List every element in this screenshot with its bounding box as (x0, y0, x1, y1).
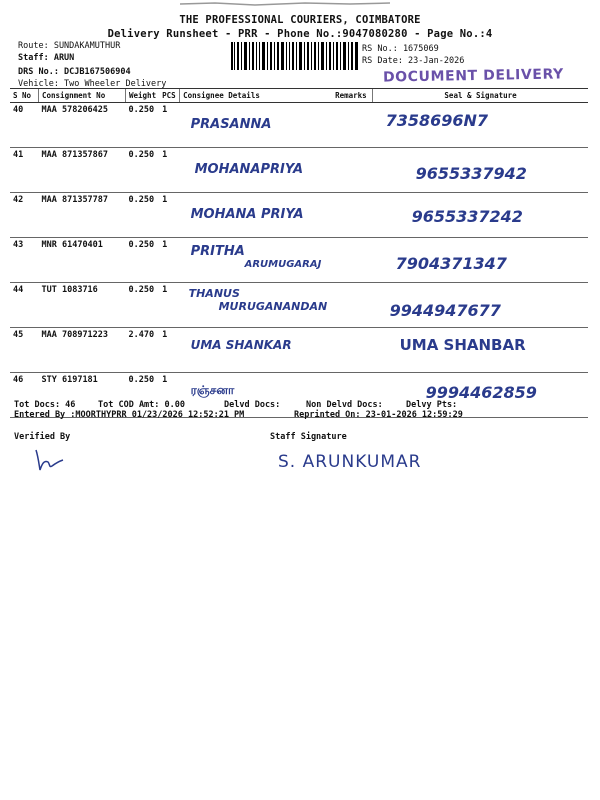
col-header-seal-signature: Seal & Signature (373, 89, 588, 103)
col-header-weight: Weight (126, 89, 160, 103)
rs-date: RS Date: 23-Jan-2026 (362, 56, 465, 66)
consignee-handwriting: ரஞ்சனா (190, 383, 235, 397)
cell-consignment: MAA 871357787 (39, 193, 126, 238)
consignee-handwriting: MOHANAPRIYA (194, 162, 304, 177)
consignee-handwriting: PRASANNA (190, 117, 272, 132)
cell-pcs: 1 (159, 238, 180, 283)
cell-consignee (180, 103, 333, 148)
top-scribble-mark (175, 0, 395, 8)
cell-consignee (180, 328, 333, 373)
cell-seal-signature (373, 148, 588, 193)
cell-consignment: TUT 1083716 (39, 283, 126, 328)
seal-handwriting: 9655337242 (411, 207, 523, 226)
cell-pcs: 1 (159, 148, 180, 193)
table-row (10, 193, 588, 238)
runsheet-subtitle: Delivery Runsheet - PRR - Phone No.:9047080280 - Page No.:4 (107, 28, 493, 40)
seal-handwriting: 7904371347 (395, 254, 507, 273)
cell-pcs: 1 (159, 103, 180, 148)
consignee-handwriting: MOHANA PRIYA (190, 207, 304, 222)
table-header-row (10, 89, 588, 103)
seal-handwriting: 9655337942 (415, 164, 527, 183)
cell-sno: 44 (10, 283, 39, 328)
cell-seal-signature (373, 238, 588, 283)
seal-handwriting: 9994462859 (425, 383, 537, 402)
cell-consignee (180, 193, 333, 238)
cell-sno: 45 (10, 328, 39, 373)
col-header-pcs: PCS (159, 89, 180, 103)
cell-consignment: MAA 871357867 (39, 148, 126, 193)
cell-weight: 0.250 (126, 238, 160, 283)
staff-signature-label: Staff Signature (270, 432, 347, 442)
cell-remarks (332, 328, 373, 373)
cell-remarks (332, 238, 373, 283)
meta-left (18, 40, 166, 90)
table-row (10, 238, 588, 283)
cell-sno: 40 (10, 103, 39, 148)
footer-non-delvd-docs: Non Delvd Docs: (306, 400, 383, 410)
consignee-handwriting: THANUS (188, 287, 240, 300)
table-body (10, 103, 588, 418)
col-header-consignment: Consignment No (39, 89, 126, 103)
footer-tot-docs: Tot Docs: 46 (14, 400, 76, 410)
table-row (10, 103, 588, 148)
consignee-handwriting-line2: ARUMUGARAJ (244, 259, 322, 270)
company-title: THE PROFESSIONAL COURIERS, COIMBATORE (179, 14, 421, 26)
table-row (10, 328, 588, 373)
drs-label: DRS No.: DCJB167506904 (18, 67, 131, 77)
consignee-handwriting-line2: MURUGANANDAN (218, 300, 328, 313)
cell-consignee (180, 238, 333, 283)
col-header-consignee: Consignee Details (180, 89, 333, 103)
cell-remarks (332, 148, 373, 193)
cell-sno: 43 (10, 238, 39, 283)
consignee-handwriting: PRITHA (190, 244, 245, 259)
staff-label: Staff: ARUN (18, 53, 75, 63)
cell-pcs: 1 (159, 328, 180, 373)
cell-weight: 0.250 (126, 193, 160, 238)
cell-weight: 0.250 (126, 148, 160, 193)
table-row (10, 148, 588, 193)
route-label: Route: SUNDAKAMUTHUR (18, 41, 121, 51)
cell-seal-signature (373, 193, 588, 238)
cell-pcs: 1 (159, 193, 180, 238)
cell-seal-signature (373, 103, 588, 148)
verified-signature (30, 446, 66, 474)
cell-sno: 41 (10, 148, 39, 193)
cell-seal-signature (373, 283, 588, 328)
consignee-handwriting: UMA SHANKAR (190, 338, 292, 352)
cell-consignment: STY 6197181 (39, 373, 126, 418)
cell-weight: 0.250 (126, 373, 160, 418)
cell-pcs: 1 (159, 283, 180, 328)
verified-by-label: Verified By (14, 432, 71, 442)
footer-delvy-pts: Delvy Pts: (406, 400, 458, 410)
meta-right (362, 43, 464, 67)
seal-handwriting: 7358696N7 (385, 111, 489, 130)
cell-seal-signature (373, 328, 588, 373)
runsheet-table (10, 88, 588, 418)
cell-weight: 0.250 (126, 283, 160, 328)
cell-pcs: 1 (159, 373, 180, 418)
vehicle-label: Vehicle: Two Wheeler Delivery (18, 79, 167, 89)
cell-remarks (332, 283, 373, 328)
rs-number: RS No.: 1675069 (362, 44, 439, 54)
cell-consignee (180, 148, 333, 193)
seal-handwriting: UMA SHANBAR (399, 336, 526, 354)
footer-entered-by: Entered By :MOORTHYPRR 01/23/2026 12:52:21 PM (14, 410, 245, 420)
col-header-sno: S No (10, 89, 39, 103)
footer-reprinted-on: Reprinted On: 23-01-2026 12:59:29 (294, 410, 463, 420)
table-row (10, 283, 588, 328)
staff-signature-handwriting: S. ARUNKUMAR (278, 452, 422, 472)
cell-sno: 42 (10, 193, 39, 238)
barcode (231, 42, 358, 70)
cell-remarks (332, 103, 373, 148)
col-header-remarks: Remarks (332, 89, 373, 103)
cell-weight: 0.250 (126, 103, 160, 148)
cell-remarks (332, 193, 373, 238)
cell-consignment: MAA 578206425 (39, 103, 126, 148)
cell-consignee (180, 283, 333, 328)
cell-weight: 2.470 (126, 328, 160, 373)
cell-consignment: MNR 61470401 (39, 238, 126, 283)
document-delivery-stamp: DOCUMENT DELIVERY (382, 66, 565, 86)
footer-tot-cod: Tot COD Amt: 0.00 (98, 400, 185, 410)
footer-delvd-docs: Delvd Docs: (224, 400, 281, 410)
seal-handwriting: 9944947677 (389, 301, 501, 320)
cell-consignment: MAA 708971223 (39, 328, 126, 373)
cell-sno: 46 (10, 373, 39, 418)
